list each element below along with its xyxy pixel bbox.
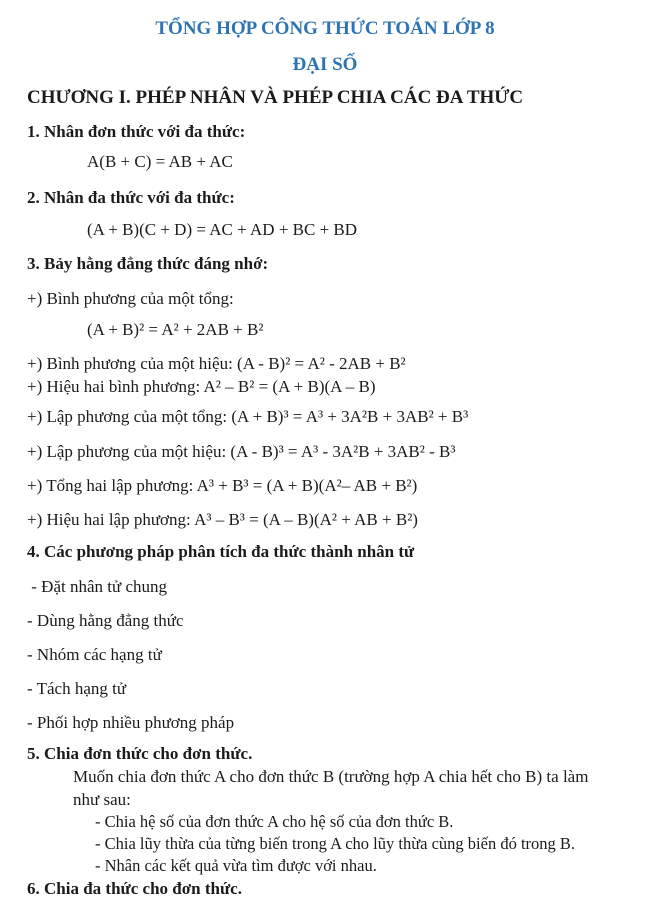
factoring-method-item: - Phối hợp nhiều phương pháp [27,713,235,732]
factoring-method-item: - Dùng hằng đẳng thức [27,611,184,630]
identity-cube-sum: +) Lập phương của một tổng: (A + B)³ = A³ + 3A²B + 3AB² + B³ [27,407,469,426]
identity-diff-cubes: +) Hiệu hai lập phương: A³ – B³ = (A – B)(A² + AB + B²) [27,510,418,529]
division-step: - Chia lũy thừa của từng biến trong A cho lũy thừa cùng biến đó trong B. [95,834,576,853]
section-1-heading: 1. Nhân đơn thức với đa thức: [27,122,246,141]
section-6-heading: 6. Chia đa thức cho đơn thức. [27,879,242,898]
identity-square-sum-formula: (A + B)² = A² + 2AB + B² [87,320,264,339]
section-2-heading: 2. Nhân đa thức với đa thức: [27,188,235,207]
section-4-heading: 4. Các phương pháp phân tích đa thức thành nhân tử [27,542,415,561]
section-3-heading: 3. Bảy hằng đẳng thức đáng nhớ: [27,254,269,273]
division-intro-line: Muốn chia đơn thức A cho đơn thức B (trường hợp A chia hết cho B) ta làm [73,767,589,786]
factoring-method-item: - Tách hạng tử [27,679,127,698]
identity-sum-cubes: +) Tổng hai lập phương: A³ + B³ = (A + B)(A²– AB + B²) [27,476,418,495]
section-1-formula: A(B + C) = AB + AC [87,152,233,171]
division-step: - Chia hệ số của đơn thức A cho hệ số của đơn thức B. [95,812,454,831]
identity-square-diff: +) Bình phương của một hiệu: (A - B)² = A² - 2AB + B² [27,354,406,373]
identity-cube-diff: +) Lập phương của một hiệu: (A - B)³ = A³ - 3A²B + 3AB² - B³ [27,442,456,461]
section-2-formula: (A + B)(C + D) = AC + AD + BC + BD [87,220,358,239]
division-intro-line: như sau: [73,790,131,809]
division-step: - Nhân các kết quả vừa tìm được với nhau. [95,856,377,875]
page-subtitle: ĐẠI SỐ [292,54,358,75]
chapter-heading: CHƯƠNG I. PHÉP NHÂN VÀ PHÉP CHIA CÁC ĐA THỨC [27,87,524,108]
factoring-method-item: - Nhóm các hạng tử [27,645,162,664]
identity-square-sum-label: +) Bình phương của một tổng: [27,289,234,308]
identity-diff-squares: +) Hiệu hai bình phương: A² – B² = (A + B)(A – B) [27,377,376,396]
section-5-heading: 5. Chia đơn thức cho đơn thức. [27,744,253,763]
factoring-method-item: - Đặt nhân tử chung [27,577,167,596]
page-title: TỔNG HỢP CÔNG THỨC TOÁN LỚP 8 [155,18,495,39]
